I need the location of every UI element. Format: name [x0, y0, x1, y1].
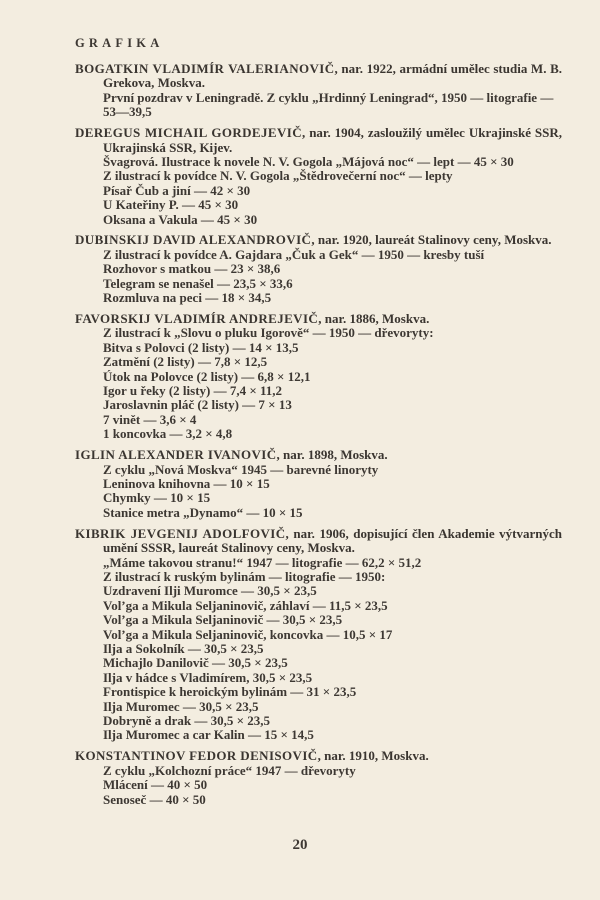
artist-entry [75, 448, 562, 520]
artwork-list [75, 463, 562, 521]
artist-name: DUBINSKIJ DAVID ALEXANDROVIČ [75, 232, 312, 248]
artwork-line: Dobryně a drak — 30,5 × 23,5 [103, 712, 271, 728]
artwork-line: U Kateřiny P. — 45 × 30 [103, 197, 239, 213]
artist-bio: , nar. 1910, Moskva. [317, 748, 429, 764]
catalog-page [75, 36, 562, 813]
artwork-line: Ilja a Sokolník — 30,5 × 23,5 [103, 640, 264, 656]
artwork-line: Uzdravení Ilji Muromce — 30,5 × 23,5 [103, 583, 317, 599]
artwork-line: „Máme takovou stranu!“ 1947 — litografie — 62,2 × 51,2 [103, 554, 422, 570]
artwork-line: Michajlo Danilovič — 30,5 × 23,5 [103, 655, 288, 671]
artist-bio: , nar. 1886, Moskva. [318, 311, 430, 326]
artist-entry [75, 312, 562, 442]
artist-entry [75, 749, 562, 807]
artwork-line: Ilja Muromec — 30,5 × 23,5 [103, 698, 259, 714]
artist-bio: , nar. 1904, zasloužilý umělec Ukrajinské SSR, Ukrajinská SSR, Kijev. [103, 125, 563, 155]
artwork-line: Útok na Polovce (2 listy) — 6,8 × 12,1 [103, 368, 311, 384]
artwork-line: Bitva s Polovci (2 listy) — 14 × 13,5 [103, 339, 299, 355]
artwork-list [75, 155, 562, 227]
artwork-line: Z ilustrací k povídce N. V. Gogola „Štědrovečerní noc“ — lepty [103, 168, 453, 184]
artwork-list [75, 764, 562, 807]
artwork-line: Stanice metra „Dynamo“ — 10 × 15 [103, 504, 303, 520]
artwork-line: Mlácení — 40 × 50 [103, 777, 208, 793]
artwork-line: Z cyklu „Nová Moskva“ 1945 — barevné linoryty [103, 461, 379, 477]
artist-heading [75, 527, 562, 556]
artist-entry [75, 126, 562, 227]
artwork-line: Senoseč — 40 × 50 [103, 791, 206, 807]
artwork-line: Vol’ga a Mikula Seljaninovič — 30,5 × 23,5 [103, 612, 343, 628]
artwork-line: Rozmluva na peci — 18 × 34,5 [103, 290, 272, 306]
artwork-list [75, 248, 562, 306]
artist-heading [75, 62, 562, 91]
artwork-line: 1 koncovka — 3,2 × 4,8 [103, 426, 233, 442]
artwork-line: Zatmění (2 listy) — 7,8 × 12,5 [103, 354, 268, 370]
artwork-line: Z ilustrací k „Slovu o pluku Igorově“ — 1950 — dřevoryty: [103, 325, 434, 341]
artist-name: DEREGUS MICHAIL GORDEJEVIČ [75, 125, 303, 141]
artist-heading [75, 749, 562, 763]
artwork-line: Frontispice k heroickým bylinám — 31 × 23,5 [103, 684, 357, 700]
artwork-line: Vol’ga a Mikula Seljaninovič, záhlaví — 11,5 × 23,5 [103, 597, 388, 613]
artwork-line: Oksana a Vakula — 45 × 30 [103, 211, 258, 227]
artwork-line: Leninova knihovna — 10 × 15 [103, 475, 270, 491]
artwork-line: Telegram se nenašel — 23,5 × 33,6 [103, 275, 293, 291]
artist-name: KONSTANTINOV FEDOR DENISOVIČ [75, 748, 318, 764]
artwork-line: Chymky — 10 × 15 [103, 490, 211, 506]
section-title: GRAFIKA [75, 36, 164, 50]
artist-name: KIBRIK JEVGENIJ ADOLFOVIČ [75, 525, 286, 541]
artist-bio: , nar. 1906, dopisující člen Akademie výtvarných umění SSSR, laureát Stalinovy ceny, Moskva. [103, 525, 562, 556]
artist-entry [75, 233, 562, 305]
artwork-line: Z ilustrací k povídce A. Gajdara „Čuk a Gek“ — 1950 — kresby tuší [103, 246, 485, 262]
artist-bio: , nar. 1922, armádní umělec studia M. B. Grekova, Moskva. [103, 61, 562, 91]
artist-heading [75, 448, 562, 462]
artwork-list [75, 326, 562, 441]
artwork-list [75, 556, 562, 743]
artwork-line: Jaroslavnin pláč (2 listy) — 7 × 13 [103, 397, 292, 413]
artist-heading [75, 233, 562, 247]
artist-heading [75, 126, 562, 155]
artist-bio: , nar. 1920, laureát Stalinovy ceny, Moskva. [311, 232, 552, 248]
artist-name: BOGATKIN VLADIMÍR VALERIANOVIČ [75, 61, 335, 76]
artist-heading [75, 312, 562, 326]
artwork-list [75, 91, 562, 120]
artist-name: FAVORSKIJ VLADIMÍR ANDREJEVIČ [75, 311, 319, 326]
artist-bio: , nar. 1898, Moskva. [276, 447, 388, 463]
artist-entry [75, 62, 562, 120]
artwork-line: 7 vinět — 3,6 × 4 [103, 411, 197, 427]
artwork-line: První pozdrav v Leningradě. Z cyklu „Hrdinný Leningrad“, 1950 — litografie — 53—39,5 [103, 89, 554, 120]
artist-name: IGLIN ALEXANDER IVANOVIČ [75, 447, 277, 463]
artwork-line: Ilja v hádce s Vladimírem, 30,5 × 23,5 [103, 669, 313, 685]
artist-entry [75, 527, 562, 743]
artwork-line: Igor u řeky (2 listy) — 7,4 × 11,2 [103, 383, 283, 399]
artwork-line: Rozhovor s matkou — 23 × 38,6 [103, 261, 281, 277]
artwork-line: Vol’ga a Mikula Seljaninovič, koncovka — 10,5 × 17 [103, 626, 393, 642]
artwork-line: Švagrová. Ilustrace k novele N. V. Gogola „Májová noc“ — lept — 45 × 30 [103, 153, 514, 169]
artwork-line: Z ilustrací k ruským bylinám — litografie — 1950: [103, 568, 386, 584]
artwork-line: Ilja Muromec a car Kalin — 15 × 14,5 [103, 727, 314, 743]
artwork-line: Z cyklu „Kolchozní práce“ 1947 — dřevoryty [103, 762, 356, 778]
page-number: 20 [292, 837, 308, 853]
artwork-line: Písař Čub a jiní — 42 × 30 [103, 182, 251, 198]
